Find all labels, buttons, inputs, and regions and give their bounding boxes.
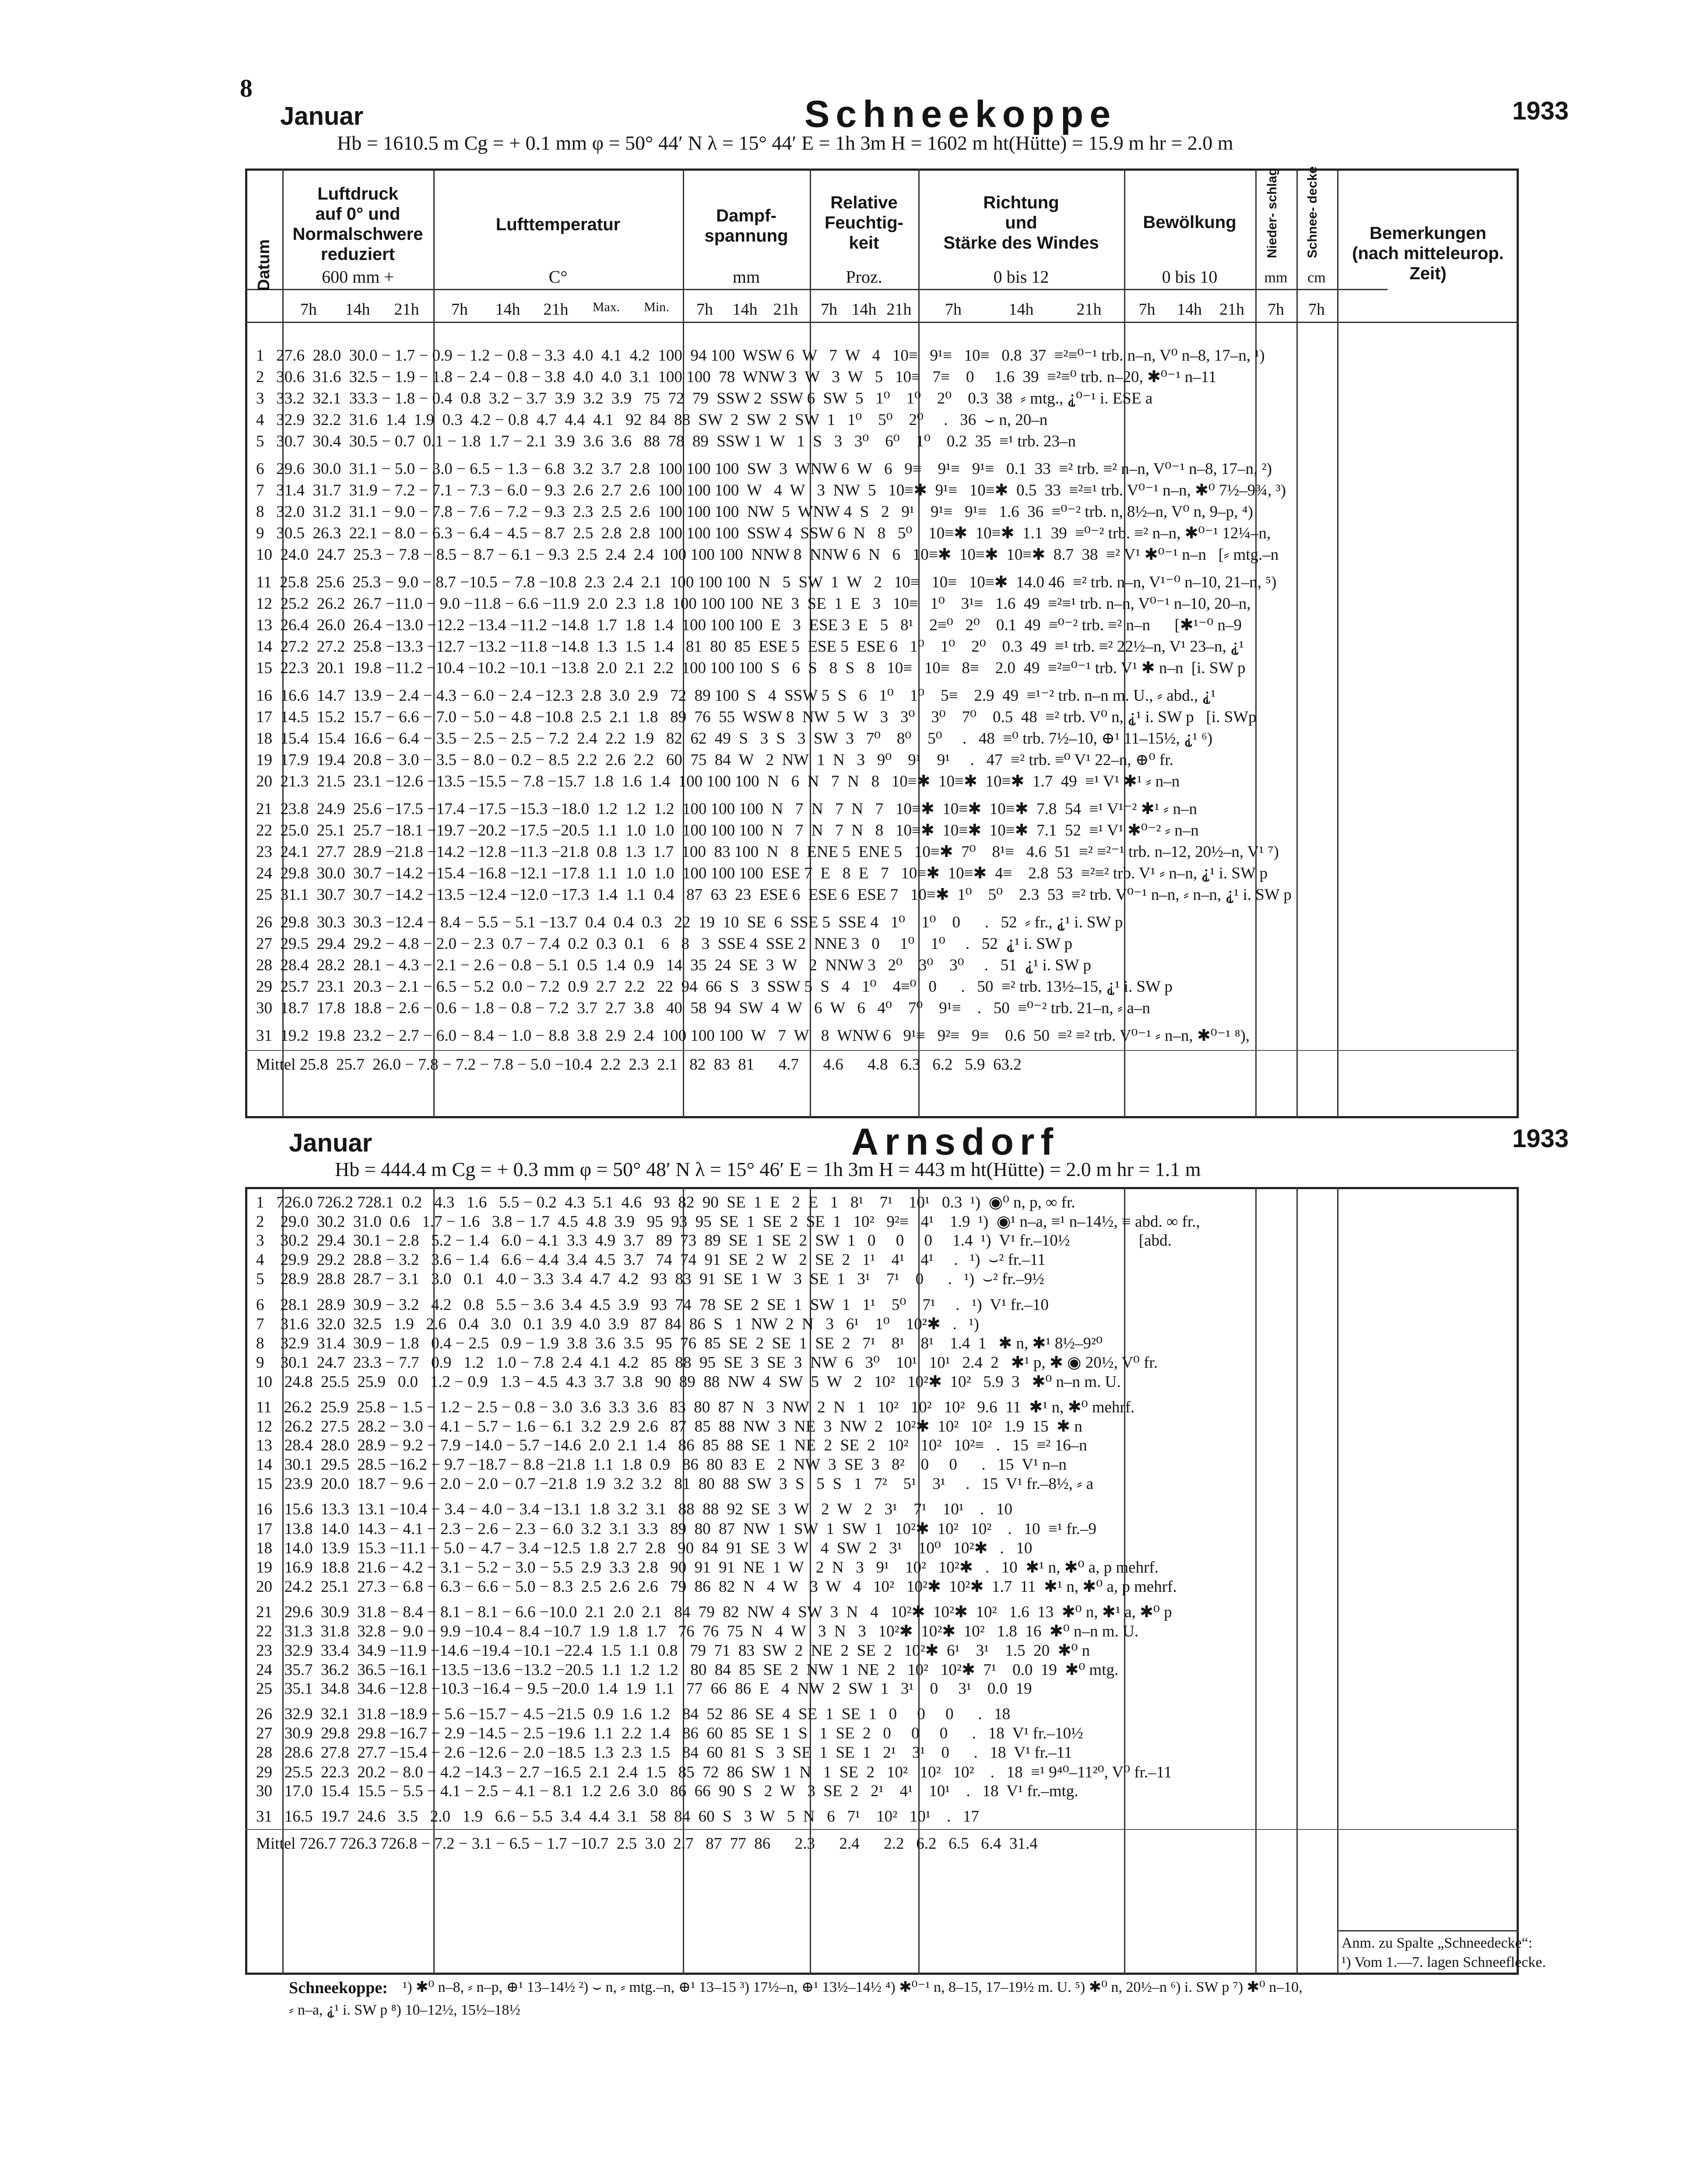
top-hour-w21: 21h	[1076, 300, 1102, 319]
bottom-row: 11 26.2 25.9 25.8 − 1.5 − 1.2 − 2.5 − 0.8 − 3.0 3.6 3.3 3.6 83 80 87 N 3 NW 2 N 1 10² 10² 10² 9.6 11 ✱¹ n, ✱⁰ mehrf.	[256, 1398, 1135, 1416]
bottom-mean-rule	[245, 1829, 1519, 1830]
top-header-pressure-unit: 600 mm +	[322, 267, 394, 287]
top-hour-c21: 21h	[1219, 300, 1244, 319]
top-hour-h7: 7h	[821, 300, 837, 319]
top-header-vapour-unit: mm	[732, 267, 760, 287]
bottom-row: 17 13.8 14.0 14.3 − 4.1 − 2.3 − 2.6 − 2.3 − 6.0 3.2 3.1 3.3 89 80 87 NW 1 SW 1 SW 1 10²✱ 10² 10² . 10 ≡¹ fr.–9	[256, 1520, 1097, 1538]
snow-cover-annotation-text: ¹) Vom 1.—7. lagen Schneeflecke.	[1342, 1954, 1546, 1970]
top-header-pressure: Luftdruck auf 0° und Normalschwere reduziert	[292, 184, 423, 264]
bottom-row: 9 30.1 24.7 23.3 − 7.7 0.9 1.2 1.0 − 7.8 2.4 4.1 4.2 85 88 95 SE 3 SE 3 NW 6 3⁰ 10¹ 10¹ 2.4 2 ✱¹ p, ✱ ◉ 20½, V⁰ fr.	[256, 1354, 1158, 1372]
bottom-row: 19 16.9 18.8 21.6 − 4.2 − 3.1 − 5.2 − 3.0 − 5.5 2.9 3.3 2.8 90 91 91 NE 1 W 2 N 3 9¹ 10² 10²✱ . 10 ✱¹ n, ✱⁰ a, p mehrf.	[256, 1559, 1159, 1577]
top-col-sep-7	[1255, 169, 1257, 1118]
top-row: 16 16.6 14.7 13.9 − 2.4 − 4.3 − 6.0 − 2.4 −12.3 2.8 3.0 2.9 72 89 100 S 4 SSW 5 S 6 1⁰ 1⁰ 5≡ 2.9 49 ≡¹⁻² trb. n–n m. U., ⸗ abd., ⸘¹	[256, 687, 1216, 705]
top-row: 20 21.3 21.5 23.1 −12.6 −13.5 −15.5 − 7.8 −15.7 1.8 1.6 1.4 100 100 100 N 6 N 7 N 8 10≡✱ 10≡✱ 10≡✱ 1.7 49 ≡¹ V¹ ✱¹ ⸗ n–n	[256, 772, 1180, 790]
top-row: 2 30.6 31.6 32.5 − 1.9 − 1.8 − 2.4 − 0.8 − 3.8 4.0 4.0 3.1 100 100 78 WNW 3 W 3 W 5 10≡ 7≡ 0 1.6 39 ≡²≡⁰ trb. n–20, ✱⁰⁻¹ n–11	[256, 368, 1217, 386]
top-header-snow-unit: cm	[1307, 270, 1326, 286]
top-hour-p7: 7h	[300, 300, 317, 319]
top-header-rule-hours	[245, 322, 1519, 323]
bottom-row: 15 23.9 20.0 18.7 − 9.6 − 2.0 − 2.0 − 0.7 −21.8 1.9 3.2 3.2 81 80 88 SW 3 S 5 S 1 7² 5¹ 3¹ . 15 V¹ fr.–8½, ⸗ a	[256, 1475, 1094, 1493]
top-header-wind: Richtung und Stärke des Windes	[943, 193, 1099, 253]
top-header-snow: Schnee- decke	[1305, 166, 1320, 258]
top-row: 25 31.1 30.7 30.7 −14.2 −13.5 −12.4 −12.0 −17.3 1.4 1.1 0.4 87 63 23 ESE 6 ESE 6 ESE 7 10≡✱ 1⁰ 5⁰ 2.3 53 ≡² trb. V⁰⁻¹ n–n, ⸗ n–n, ⸘¹ i. SW p	[256, 886, 1292, 904]
top-header-temperature: Lufttemperatur	[495, 215, 621, 234]
top-row: 28 28.4 28.2 28.1 − 4.3 − 2.1 − 2.6 − 0.8 − 5.1 0.5 1.4 0.9 14 35 24 SE 3 W 2 NNW 3 2⁰ 3⁰ 3⁰ . 51 ⸘¹ i. SW p	[256, 956, 1091, 974]
top-row: 22 25.0 25.1 25.7 −18.1 −19.7 −20.2 −17.5 −20.5 1.1 1.0 1.0 100 100 100 N 7 N 7 N 8 10≡✱ 10≡✱ 10≡✱ 7.1 52 ≡¹ V¹ ✱⁰⁻² ⸗ n–n	[256, 822, 1199, 839]
top-hour-t14: 14h	[495, 300, 520, 319]
bottom-row: 6 28.1 28.9 30.9 − 3.2 4.2 0.8 5.5 − 3.6 3.4 4.5 3.9 93 74 78 SE 2 SE 1 SW 1 1¹ 5⁰ 7¹ . ¹) V¹ fr.–10	[256, 1296, 1049, 1314]
top-hour-c7: 7h	[1138, 300, 1156, 319]
top-hour-w14: 14h	[1008, 300, 1034, 319]
bottom-row: 1 726.0 726.2 728.1 0.2 4.3 1.6 5.5 − 0.2 4.3 5.1 4.6 93 82 90 SE 1 E 2 E 1 8¹ 7¹ 10¹ 0.3 ¹) ◉⁰ n, p, ∞ fr.	[256, 1194, 1075, 1211]
bottom-row: 25 35.1 34.8 34.6 −12.8 −10.3 −16.4 − 9.5 −20.0 1.4 1.9 1.1 77 66 86 E 4 NW 2 SW 1 3¹ 0 3¹ 0.0 19	[256, 1680, 1032, 1698]
top-hour-n7: 7h	[1268, 300, 1284, 319]
top-row: 29 25.7 23.1 20.3 − 2.1 − 6.5 − 5.2 0.0 − 7.2 0.9 2.7 2.2 22 94 66 S 3 SSW 5 S 4 1⁰ 4≡⁰ 0 . 50 ≡² trb. 13½–15, ⸘¹ i. SW p	[256, 978, 1173, 996]
bottom-row: 12 26.2 27.5 28.2 − 3.0 − 4.1 − 5.7 − 1.6 − 6.1 3.2 2.9 2.6 87 85 88 NW 3 NE 3 NW 2 10²✱ 10² 10² 1.9 15 ✱ n	[256, 1418, 1082, 1436]
bottom-row: 24 35.7 36.2 36.5 −16.1 −13.5 −13.6 −13.2 −20.5 1.1 1.2 1.2 80 84 85 SE 2 NW 1 NE 2 10² 10²✱ 7¹ 0.0 19 ✱⁰ mtg.	[256, 1661, 1119, 1679]
top-row: 11 25.8 25.6 25.3 − 9.0 − 8.7 −10.5 − 7.8 −10.8 2.3 2.4 2.1 100 100 100 N 5 SW 1 W 2 10≡ 10≡ 10≡✱ 14.0 46 ≡² trb. n–n, V¹⁻⁰ n–10, 21–n, ⁵)	[256, 573, 1277, 591]
page-number: 8	[240, 74, 253, 102]
annotation-rule	[1337, 1930, 1519, 1931]
bottom-row: 22 31.3 31.8 32.8 − 9.0 − 9.9 −10.4 − 8.4 −10.7 1.9 1.8 1.7 76 76 75 N 4 W 3 N 3 10²✱ 10²✱ 10² 1.8 16 ✱⁰ n–n m. U.	[256, 1622, 1138, 1640]
bottom-row: 30 17.0 15.4 15.5 − 5.5 − 4.1 − 2.5 − 4.1 − 8.1 1.2 2.6 3.0 86 66 90 S 2 W 3 SE 2 2¹ 4¹ 10¹ . 18 V¹ fr.–mtg.	[256, 1782, 1078, 1800]
top-row: 24 29.8 30.0 30.7 −14.2 −15.4 −16.8 −12.1 −17.8 1.1 1.0 1.0 100 100 100 ESE 7 E 8 E 7 10≡✱ 10≡✱ 4≡ 2.8 53 ≡²≡² trb. V¹ ⸗ n–n, ⸘¹ i. SW p	[256, 864, 1268, 882]
top-header-cloud-unit: 0 bis 10	[1162, 267, 1218, 287]
bottom-row: 27 30.9 29.8 29.8 −16.7 − 2.9 −14.5 − 2.5 −19.6 1.1 2.2 1.4 86 60 85 SE 1 S 1 SE 2 0 0 0 . 18 V¹ fr.–10½	[256, 1724, 1083, 1742]
top-station-params: Hb = 1610.5 m Cg = + 0.1 mm φ = 50° 44′ N λ = 15° 44′ E = 1h 3m H = 1602 m ht(Hütte) = 15.9 m hr = 2.0 m	[337, 132, 1233, 154]
top-station-title: Schneekoppe	[804, 93, 1117, 135]
top-header-temperature-unit: C°	[548, 267, 568, 287]
bottom-col-sep-9	[1337, 1187, 1338, 1975]
top-row: 30 18.7 17.8 18.8 − 2.6 − 0.6 − 1.8 − 0.8 − 7.2 3.7 2.7 3.8 40 58 94 SW 4 W 6 W 6 4⁰ 7⁰ 9¹≡ . 50 ≡⁰⁻² trb. 21–n, ⸗ a–n	[256, 999, 1150, 1017]
top-year: 1933	[1512, 97, 1569, 125]
top-hour-p21: 21h	[394, 300, 419, 319]
top-hour-v14: 14h	[732, 300, 758, 319]
bottom-row: 20 24.2 25.1 27.3 − 6.8 − 6.3 − 6.6 − 5.0 − 8.3 2.5 2.6 2.6 79 86 82 N 4 W 3 W 4 10² 10²✱ 10²✱ 1.7 11 ✱¹ n, ✱⁰ a, p mehrf.	[256, 1578, 1177, 1596]
bottom-row: 5 28.9 28.8 28.7 − 3.1 3.0 0.1 4.0 − 3.3 3.4 4.7 4.2 93 83 91 SE 1 W 3 SE 1 3¹ 7¹ 0 . ¹) ⌣² fr.–9½	[256, 1270, 1044, 1288]
top-hour-v21: 21h	[773, 300, 798, 319]
bottom-row: 13 28.4 28.0 28.9 − 9.2 − 7.9 −14.0 − 5.7 −14.6 2.0 2.1 1.4 86 85 88 SE 1 NE 2 SE 2 10² 10² 10²≡ . 15 ≡² 16–n	[256, 1436, 1087, 1454]
top-row: 9 30.5 26.3 22.1 − 8.0 − 6.3 − 6.4 − 4.5 − 8.7 2.5 2.8 2.8 100 100 100 SSW 4 SSW 6 N 8 5⁰ 10≡✱ 10≡✱ 1.1 39 ≡⁰⁻² trb. ≡² n–n, ✱⁰⁻¹ 12¼–n,	[256, 524, 1271, 542]
top-header-datum: Datum	[255, 239, 273, 291]
top-row: 23 24.1 27.7 28.9 −21.8 −14.2 −12.8 −11.3 −21.8 0.8 1.3 1.7 100 83 100 N 8 ENE 5 ENE 5 10≡✱ 7⁰ 8¹≡ 4.6 51 ≡² ≡²⁻¹ trb. n–12, 20½–n, V¹ ⁷)	[256, 843, 1279, 861]
top-row: 13 26.4 26.0 26.4 −13.0 −12.2 −13.4 −11.2 −14.8 1.7 1.8 1.4 100 100 100 E 3 ESE 3 E 5 8¹ 2≡⁰ 2⁰ 0.1 49 ≡⁰⁻² trb. ≡² n–n [✱¹⁻⁰ n–9	[256, 616, 1242, 634]
top-row: 5 30.7 30.4 30.5 − 0.7 0.1 − 1.8 1.7 − 2.1 3.9 3.6 3.6 88 78 89 SSW 1 W 1 S 3 3⁰ 6⁰ 1⁰ 0.2 35 ≡¹ trb. 23–n	[256, 432, 1076, 450]
bottom-station-params: Hb = 444.4 m Cg = + 0.3 mm φ = 50° 48′ N λ = 15° 46′ E = 1h 3m H = 443 m ht(Hütte) = 2.0 m hr = 1.1 m	[335, 1158, 1201, 1180]
top-hour-w7: 7h	[945, 300, 962, 319]
top-row: 7 31.4 31.7 31.9 − 7.2 − 7.1 − 7.3 − 6.0 − 9.3 2.6 2.7 2.6 100 100 100 W 4 W 3 NW 5 10≡✱ 9¹≡ 10≡✱ 0.5 33 ≡²≡¹ trb. V⁰⁻¹ n–n, ✱⁰ 7½–9¾, ³)	[256, 481, 1286, 499]
top-row: 19 17.9 19.4 20.8 − 3.0 − 3.5 − 8.0 − 0.2 − 8.5 2.2 2.6 2.2 60 75 84 W 2 NW 1 N 3 9⁰ 9¹ 9¹ . 47 ≡² trb. ≡⁰ V¹ 22–n, ⊕⁰ fr.	[256, 751, 1173, 769]
bottom-row: 31 16.5 19.7 24.6 3.5 2.0 1.9 6.6 − 5.5 3.4 4.4 3.1 58 84 60 S 3 W 5 N 6 7¹ 10² 10¹ . 17	[256, 1808, 980, 1826]
bottom-row: 4 29.9 29.2 28.8 − 3.2 3.6 − 1.4 6.6 − 4.4 3.4 4.5 3.7 74 74 91 SE 2 W 2 SE 2 1¹ 4¹ 4¹ . ¹) ⌣² fr.–11	[256, 1251, 1046, 1269]
top-row: 1 27.6 28.0 30.0 − 1.7 − 0.9 − 1.2 − 0.8 − 3.3 4.0 4.1 4.2 100 94 100 WSW 6 W 7 W 4 10≡ 9¹≡ 10≡ 0.8 37 ≡²≡⁰⁻¹ trb. n–n, V⁰ n–8, 17–n, ¹)	[256, 347, 1265, 365]
bottom-row: 29 25.5 22.3 20.2 − 8.0 − 4.2 −14.3 − 2.7 −16.5 2.1 2.4 1.5 85 72 86 SW 1 N 1 SE 2 10² 10² 10² . 18 ≡¹ 9⁴⁰–11²⁰, V⁰ fr.–11	[256, 1763, 1172, 1781]
bottom-row: 21 29.6 30.9 31.8 − 8.4 − 8.1 − 8.1 − 6.6 −10.0 2.1 2.0 2.1 84 79 82 NW 4 SW 3 N 4 10²✱ 10²✱ 10² 1.6 13 ✱⁰ n, ✱¹ a, ✱⁰ p	[256, 1603, 1172, 1621]
top-hour-p14: 14h	[345, 300, 370, 319]
top-header-vapour: Dampf- spannung	[704, 206, 788, 246]
bottom-row: 10 24.8 25.5 25.9 0.0 1.2 − 0.9 1.3 − 4.5 4.3 3.7 3.8 90 89 88 NW 4 SW 5 W 2 10² 10²✱ 10² 5.9 3 ✱⁰ n–n m. U.	[256, 1373, 1121, 1391]
bottom-col-sep-7	[1255, 1187, 1257, 1975]
top-row: 6 29.6 30.0 31.1 − 5.0 − 3.0 − 6.5 − 1.3 − 6.8 3.2 3.7 2.8 100 100 100 SW 3 WNW 6 W 6 9≡ 9¹≡ 9¹≡ 0.1 33 ≡² trb. ≡² n–n, V⁰⁻¹ n–8, 17–n, ²)	[256, 460, 1272, 478]
footnote-line-1: ¹) ✱⁰ n–8, ⸗ n–p, ⊕¹ 13–14½ ²) ⌣ n, ⸗ mtg.–n, ⊕¹ 13–15 ³) 17½–n, ⊕¹ 13½–14½ ⁴) ✱⁰⁻¹ n, 8–15, 17–19½ m. U. ⁵) ✱⁰ n, 20½–n ⁶) i. SW p ⁷) ✱⁰ n–10,	[403, 1979, 1303, 1995]
bottom-row: 8 32.9 31.4 30.9 − 1.8 0.4 − 2.5 0.9 − 1.9 3.8 3.6 3.5 95 76 85 SE 2 SE 1 SE 2 7¹ 8¹ 8¹ 1.4 1 ✱ n, ✱¹ 8½–9²⁰	[256, 1334, 1103, 1352]
bottom-row: 26 32.9 32.1 31.8 −18.9 − 5.6 −15.7 − 4.5 −21.5 0.9 1.6 1.2 84 52 86 SE 4 SE 1 SE 1 0 0 0 . 18	[256, 1705, 1011, 1723]
top-row: 17 14.5 15.2 15.7 − 6.6 − 7.0 − 5.0 − 4.8 −10.8 2.5 2.1 1.8 89 76 55 WSW 8 NW 5 W 3 3⁰ 3⁰ 7⁰ 0.5 48 ≡² trb. V⁰ n, ⸘¹ i. SW p [i. SWp	[256, 708, 1257, 726]
top-header-cloud: Bewölkung	[1143, 213, 1236, 232]
bottom-col-sep-8	[1296, 1187, 1298, 1975]
top-mean-row: Mittel 25.8 25.7 26.0 − 7.8 − 7.2 − 7.8 − 5.0 −10.4 2.2 2.3 2.1 82 83 81 4.7 4.6 4.8 6.3 6.2 5.9 63.2	[256, 1056, 1022, 1074]
top-month: Januar	[280, 102, 364, 130]
top-row: 3 33.2 32.1 33.3 − 1.8 − 0.4 0.8 3.2 − 3.7 3.9 3.2 3.9 75 72 79 SSW 2 SSW 6 SW 5 1⁰ 1⁰ 2⁰ 0.3 38 ⸗ mtg., ⸘⁰⁻¹ i. ESE a	[256, 390, 1153, 407]
top-header-humidity: Relative Feuchtig- keit	[825, 193, 903, 253]
top-row: 4 32.9 32.2 31.6 1.4 1.9 0.3 4.2 − 0.8 4.7 4.4 4.1 92 84 88 SW 2 SW 2 SW 1 1⁰ 5⁰ 2⁰ . 36 ⌣ n, 20–n	[256, 411, 1048, 429]
top-header-precip-unit: mm	[1264, 270, 1288, 286]
top-hour-t21: 21h	[543, 300, 569, 319]
bottom-row: 16 15.6 13.3 13.1 −10.4 − 3.4 − 4.0 − 3.4 −13.1 1.8 3.2 3.1 88 88 92 SE 3 W 2 W 2 3¹ 7¹ 10¹ . 10	[256, 1500, 1012, 1518]
snow-cover-annotation-title: Anm. zu Spalte „Schneedecke“:	[1342, 1935, 1533, 1951]
top-row: 10 24.0 24.7 25.3 − 7.8 − 8.5 − 8.7 − 6.1 − 9.3 2.5 2.4 2.4 100 100 100 NNW 8 NNW 6 N 6 10≡✱ 10≡✱ 10≡✱ 8.7 38 ≡² V¹ ✱⁰⁻¹ n–n [⸗ mtg.–n	[256, 546, 1279, 564]
top-row: 12 25.2 26.2 26.7 −11.0 − 9.0 −11.8 − 6.6 −11.9 2.0 2.3 1.8 100 100 100 NE 3 SE 1 E 3 10≡ 1⁰ 3¹≡ 1.6 49 ≡²≡¹ trb. n–n, V⁰⁻¹ n–10, 20–n,	[256, 595, 1251, 613]
top-header-humidity-unit: Proz.	[846, 267, 882, 287]
top-col-sep-9	[1337, 169, 1338, 1118]
top-hour-max: Max.	[592, 300, 620, 314]
bottom-station-title: Arnsdorf	[851, 1121, 1060, 1163]
top-row: 31 19.2 19.8 23.2 − 2.7 − 6.0 − 8.4 − 1.0 − 8.8 3.8 2.9 2.4 100 100 100 W 7 W 8 WNW 6 9¹≡ 9²≡ 9≡ 0.6 50 ≡² ≡² trb. V⁰⁻¹ ⸗ n–n, ✱⁰⁻¹ ⁸),	[256, 1027, 1250, 1045]
top-hour-c14: 14h	[1177, 300, 1202, 319]
top-hour-min: Min.	[644, 300, 669, 314]
top-hour-h21: 21h	[886, 300, 912, 319]
top-row: 14 27.2 27.2 25.8 −13.3 −12.7 −13.2 −11.8 −14.8 1.3 1.5 1.4 81 80 85 ESE 5 ESE 5 ESE 6 1⁰ 1⁰ 2⁰ 0.3 49 ≡¹ trb. ≡² 22½–n, V¹ 23–n, ⸘¹	[256, 638, 1244, 656]
top-row: 26 29.8 30.3 30.3 −12.4 − 8.4 − 5.5 − 5.1 −13.7 0.4 0.4 0.3 22 19 10 SE 6 SSE 5 SSE 4 1⁰ 1⁰ 0 . 52 ⸗ fr., ⸘¹ i. SW p	[256, 913, 1123, 931]
top-hour-s7: 7h	[1308, 300, 1325, 319]
top-hour-h14: 14h	[851, 300, 877, 319]
bottom-row: 14 30.1 29.5 28.5 −16.2 − 9.7 −18.7 − 8.8 −21.8 1.1 1.8 0.9 86 80 83 E 2 NW 3 SE 3 8² 0 0 . 15 V¹ n–n	[256, 1456, 1067, 1474]
bottom-row: 3 30.2 29.4 30.1 − 2.8 5.2 − 1.4 6.0 − 4.1 3.3 4.9 3.7 89 73 89 SE 1 SE 2 SW 1 0 0 0 1.4 ¹) V¹ fr.–10½ [abd.	[256, 1232, 1172, 1250]
top-row: 8 32.0 31.2 31.1 − 9.0 − 7.8 − 7.6 − 7.2 − 9.3 2.3 2.5 2.6 100 100 100 NW 5 WNW 4 S 2 9¹ 9¹≡ 9¹≡ 1.6 36 ≡⁰⁻² trb. n, 8½–n, V⁰ n, 9–p, ⁴)	[256, 503, 1253, 521]
footnote-label: Schneekoppe:	[289, 1979, 388, 1997]
top-header-rule-units	[245, 289, 1387, 290]
top-hour-v7: 7h	[696, 300, 713, 319]
bottom-year: 1933	[1512, 1124, 1569, 1153]
top-header-precip: Nieder- schlag	[1265, 168, 1279, 258]
bottom-row: 23 32.9 33.4 34.9 −11.9 −14.6 −19.4 −10.1 −22.4 1.5 1.1 0.8 79 71 83 SW 2 NE 2 SE 2 10²✱ 6¹ 3¹ 1.5 20 ✱⁰ n	[256, 1642, 1090, 1660]
top-mean-rule	[245, 1050, 1519, 1051]
top-header-remarks: Bemerkungen (nach mitteleurop. Zeit)	[1352, 224, 1504, 283]
bottom-row: 7 31.6 32.0 32.5 1.9 2.6 0.4 3.0 0.1 3.9 4.0 3.9 87 84 86 S 1 NW 2 N 3 6¹ 1⁰ 10²✱ . ¹)	[256, 1315, 979, 1333]
bottom-row: 28 28.6 27.8 27.7 −15.4 − 2.6 −12.6 − 2.0 −18.5 1.3 2.3 1.5 84 60 81 S 3 SE 1 SE 1 2¹ 3¹ 0 . 18 V¹ fr.–11	[256, 1744, 1072, 1762]
top-hour-t7: 7h	[451, 300, 468, 319]
footnote-line-2: ⸗ n–a, ⸘¹ i. SW p ⁸) 10–12½, 15½–18½	[289, 2002, 520, 2018]
bottom-row: 18 14.0 13.9 15.3 −11.1 − 5.0 − 4.7 − 3.4 −12.5 1.8 2.7 2.8 90 84 91 SE 3 W 4 SW 2 3¹ 10⁰ 10²✱ . 10	[256, 1539, 1033, 1557]
top-row: 27 29.5 29.4 29.2 − 4.8 − 2.0 − 2.3 0.7 − 7.4 0.2 0.3 0.1 6 8 3 SSE 4 SSE 2 NNE 3 0 1⁰ 1⁰ . 52 ⸘¹ i. SW p	[256, 935, 1072, 953]
top-row: 15 22.3 20.1 19.8 −11.2 −10.4 −10.2 −10.1 −13.8 2.0 2.1 2.2 100 100 100 S 6 S 8 S 8 10≡ 10≡ 8≡ 2.0 49 ≡²≡⁰⁻¹ trb. V¹ ✱ n–n [i. SW p	[256, 659, 1246, 677]
bottom-row: 2 29.0 30.2 31.0 0.6 1.7 − 1.6 3.8 − 1.7 4.5 4.8 3.9 95 93 95 SE 1 SE 2 SE 1 10² 9²≡ 4¹ 1.9 ¹) ◉¹ n–a, ≡¹ n–14½, ≡ abd. ∞ fr.,	[256, 1213, 1200, 1231]
bottom-month: Januar	[289, 1129, 372, 1157]
top-header-wind-unit: 0 bis 12	[993, 267, 1049, 287]
top-row: 21 23.8 24.9 25.6 −17.5 −17.4 −17.5 −15.3 −18.0 1.2 1.2 1.2 100 100 100 N 7 N 7 N 7 10≡✱ 10≡✱ 10≡✱ 7.8 54 ≡¹ V¹⁻² ✱¹ ⸗ n–n	[256, 800, 1197, 818]
top-row: 18 15.4 15.4 16.6 − 6.4 − 3.5 − 2.5 − 2.5 − 7.2 2.4 2.2 1.9 82 62 49 S 3 S 3 SW 3 7⁰ 8⁰ 5⁰ . 48 ≡⁰ trb. 7½–10, ⊕¹ 11–15½, ⸘¹ ⁶)	[256, 730, 1213, 748]
bottom-mean-row: Mittel 726.7 726.3 726.8 − 7.2 − 3.1 − 6.5 − 1.7 −10.7 2.5 3.0 2.7 87 77 86 2.3 2.4 2.2 6.2 6.5 6.4 31.4	[256, 1835, 1038, 1853]
